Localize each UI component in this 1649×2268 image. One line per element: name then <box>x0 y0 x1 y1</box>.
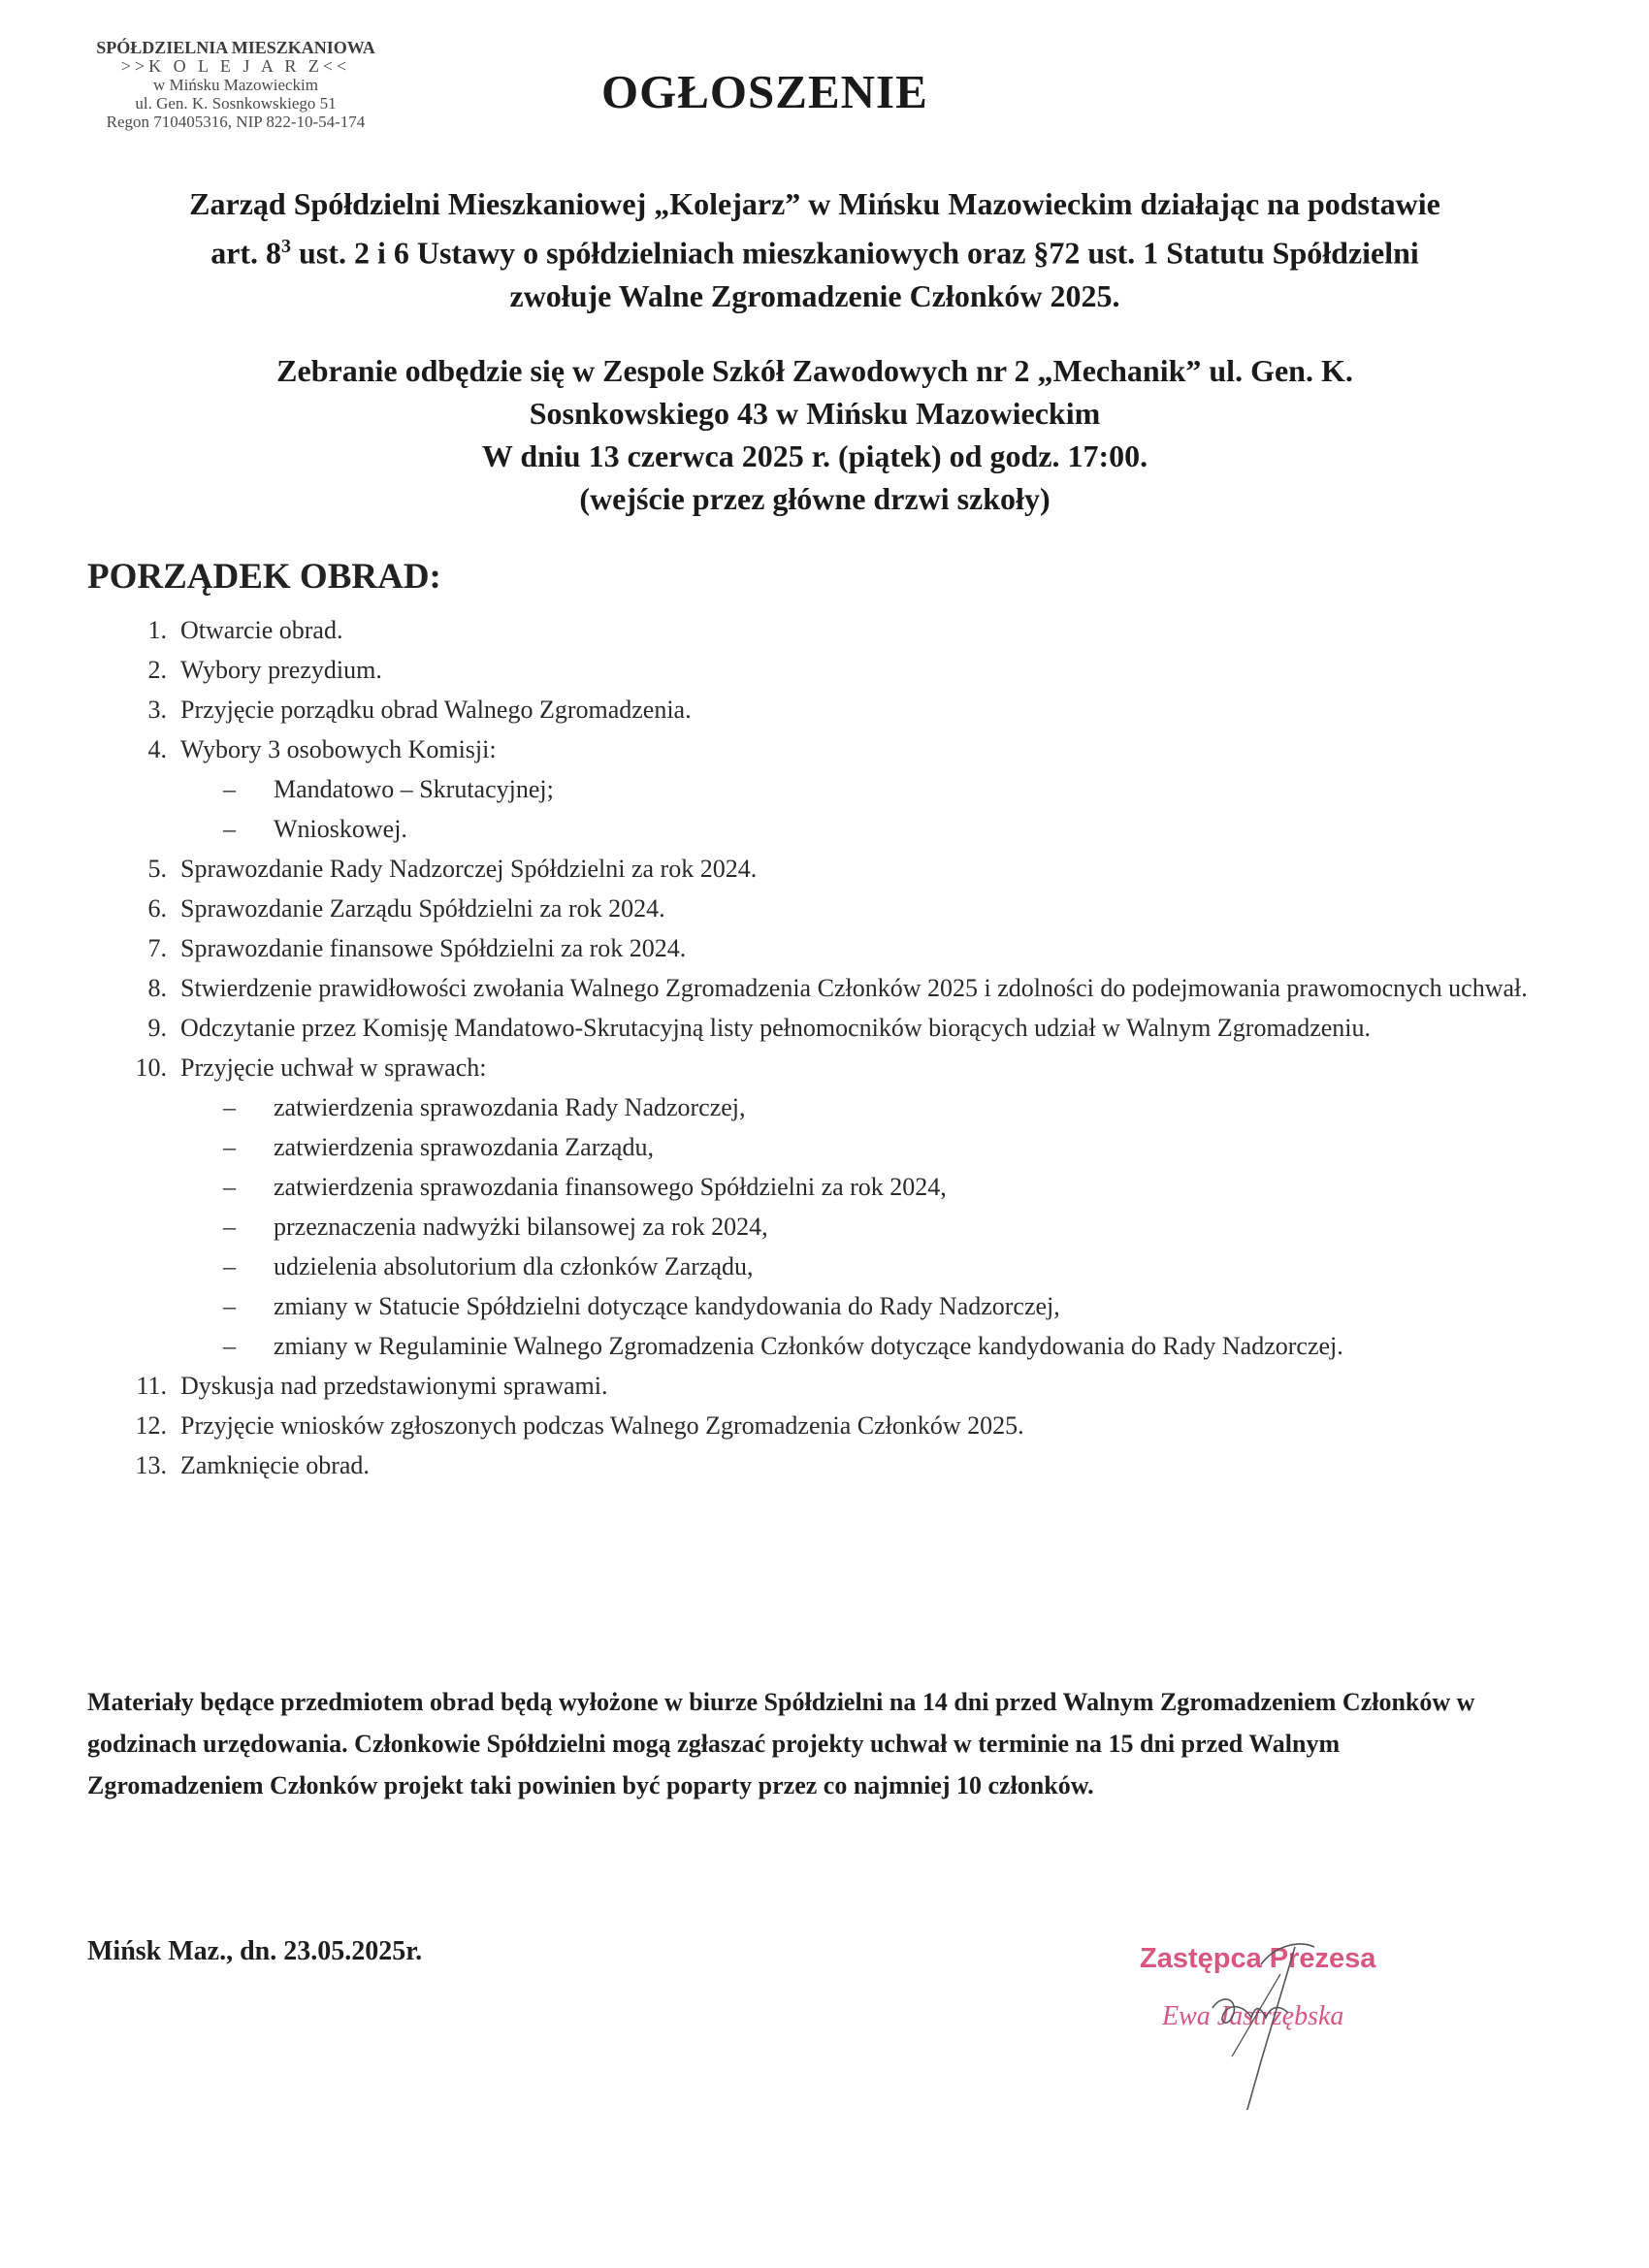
intro-line-2 <box>87 225 1542 275</box>
signature-stamp <box>1116 1916 1426 2110</box>
stamp-line-name: SPÓŁDZIELNIA MIESZKANIOWA <box>96 38 375 57</box>
dash-bullet-icon: – <box>223 1213 236 1241</box>
agenda-subitem-text: Wnioskowej. <box>274 815 407 843</box>
agenda-item-text: Wybory prezydium. <box>180 656 382 684</box>
agenda-item-text: Dyskusja nad przedstawionymi sprawami. <box>180 1372 608 1400</box>
materials-paragraph: Materiały będące przedmiotem obrad będą wyłożone w biurze Spółdzielni na 14 dni przed Walnym Zgromadzeniem Członków w godzinach urzędowania. Członkowie Spółdzielni mogą zgłaszać projekty uchwał w terminie na 15 dni przed Walnym Zgromadzeniem Członków projekt taki powinien być poparty przez co najmniej 10 członków. <box>87 1688 1475 1799</box>
intro-line-2-rest: ust. 2 i 6 Ustawy o spółdzielniach mieszkaniowych oraz §72 ust. 1 Statutu Spółdzielni <box>291 235 1419 271</box>
agenda-list <box>126 610 1533 1485</box>
document-title: OGŁOSZENIE <box>601 65 928 118</box>
agenda-item-text: Stwierdzenie prawidłowości zwołania Walnego Zgromadzenia Członków 2025 i zdolności do podejmowania prawomocnych uchwał. <box>180 974 1528 1002</box>
agenda-item-number: 10. <box>135 1053 167 1082</box>
meeting-line-3: W dniu 13 czerwca 2025 r. (piątek) od godz. 17:00. <box>481 438 1148 473</box>
meeting-line-1: Zebranie odbędzie się w Zespole Szkół Zawodowych nr 2 „Mechanik” ul. Gen. K. <box>276 353 1353 388</box>
agenda-item-text: Odczytanie przez Komisję Mandatowo-Skrutacyjną listy pełnomocników biorących udział w Walnym Zgromadzeniu. <box>180 1014 1372 1042</box>
agenda-item <box>126 849 1533 889</box>
stamp-line-city: w Mińsku Mazowieckim <box>153 76 318 94</box>
agenda-item <box>126 729 1533 769</box>
signature-name: Ewa Jastrzębska <box>1162 2001 1344 2031</box>
agenda-item-text: Wybory 3 osobowych Komisji: <box>180 735 497 763</box>
agenda-item <box>126 968 1533 1008</box>
agenda-item <box>126 610 1533 650</box>
agenda-heading: PORZĄDEK OBRAD: <box>87 557 441 597</box>
agenda-subitem <box>126 809 1533 849</box>
agenda-item-number: 11. <box>136 1372 167 1400</box>
signature-role: Zastępca Prezesa <box>1140 1943 1376 1974</box>
agenda-subitem-text: zatwierdzenia sprawozdania Zarządu, <box>274 1133 654 1161</box>
agenda-item <box>126 1366 1533 1406</box>
intro-line-3: zwołuje Walne Zgromadzenie Członków 2025. <box>509 277 1120 313</box>
agenda-item <box>126 1048 1533 1087</box>
agenda-item <box>126 1008 1533 1048</box>
agenda-item-number: 12. <box>135 1411 167 1440</box>
agenda-item <box>126 1445 1533 1485</box>
agenda-item-text: Przyjęcie wniosków zgłoszonych podczas Walnego Zgromadzenia Członków 2025. <box>180 1411 1024 1440</box>
agenda-item-number: 7. <box>147 934 167 962</box>
agenda-item <box>126 690 1533 729</box>
agenda-subitem <box>126 1087 1533 1127</box>
agenda-subitem <box>126 1167 1533 1207</box>
agenda-item <box>126 650 1533 690</box>
agenda-item-number: 3. <box>147 696 167 724</box>
dash-bullet-icon: – <box>223 1093 236 1121</box>
handwritten-signature-icon <box>1116 1916 1426 2110</box>
agenda-item-number: 2. <box>147 656 167 684</box>
cooperative-stamp <box>56 39 415 131</box>
dash-bullet-icon: – <box>223 815 236 843</box>
agenda-item-number: 13. <box>135 1451 167 1479</box>
agenda-item-text: Sprawozdanie Rady Nadzorczej Spółdzielni za rok 2024. <box>180 855 758 883</box>
agenda-item <box>126 1406 1533 1445</box>
agenda-item-number: 4. <box>147 735 167 763</box>
agenda-item-text: Sprawozdanie finansowe Spółdzielni za rok 2024. <box>180 934 687 962</box>
agenda-subitem <box>126 769 1533 809</box>
dash-bullet-icon: – <box>223 1252 236 1280</box>
stamp-line-regon: Regon 710405316, NIP 822-10-54-174 <box>106 113 366 131</box>
agenda-subitem <box>126 1326 1533 1366</box>
agenda-item <box>126 889 1533 928</box>
dash-bullet-icon: – <box>223 1133 236 1161</box>
agenda-subitem-text: zmiany w Regulaminie Walnego Zgromadzenia Członków dotyczące kandydowania do Rady Nadzorczej. <box>274 1332 1343 1360</box>
intro-line-1: Zarząd Spółdzielni Mieszkaniowej „Kolejarz” w Mińsku Mazowieckim działając na podstawie <box>189 186 1440 221</box>
agenda-item-number: 9. <box>147 1014 167 1042</box>
intro-article: art. 8 <box>210 235 282 271</box>
agenda-item-number: 5. <box>147 855 167 883</box>
agenda-item <box>126 928 1533 968</box>
agenda-item-text: Przyjęcie uchwał w sprawach: <box>180 1053 487 1082</box>
stamp-line-kolejarz: >>K O L E J A R Z<< <box>120 56 351 76</box>
dash-bullet-icon: – <box>223 775 236 803</box>
dash-bullet-icon: – <box>223 1173 236 1201</box>
stamp-line-address: ul. Gen. K. Sosnkowskiego 51 <box>135 94 337 113</box>
agenda-subitem-text: zatwierdzenia sprawozdania Rady Nadzorczej, <box>274 1093 746 1121</box>
intro-article-superscript: 3 <box>281 236 292 257</box>
dash-bullet-icon: – <box>223 1292 236 1320</box>
agenda-subitem-text: przeznaczenia nadwyżki bilansowej za rok 2024, <box>274 1213 768 1241</box>
agenda-subitem <box>126 1247 1533 1286</box>
dash-bullet-icon: – <box>223 1332 236 1360</box>
agenda-subitem <box>126 1286 1533 1326</box>
agenda-item-number: 6. <box>147 894 167 923</box>
agenda-subitem <box>126 1207 1533 1247</box>
intro-paragraph <box>87 182 1542 317</box>
agenda-subitem-text: udzielenia absolutorium dla członków Zarządu, <box>274 1252 754 1280</box>
agenda-item-number: 8. <box>147 974 167 1002</box>
agenda-subitem <box>126 1127 1533 1167</box>
agenda-subitem-text: Mandatowo – Skrutacyjnej; <box>274 775 554 803</box>
meeting-details <box>87 349 1542 520</box>
place-and-date: Mińsk Maz., dn. 23.05.2025r. <box>87 1936 423 1966</box>
agenda-subitem-text: zatwierdzenia sprawozdania finansowego Spółdzielni za rok 2024, <box>274 1173 947 1201</box>
agenda-item-text: Zamknięcie obrad. <box>180 1451 370 1479</box>
agenda-subitem-text: zmiany w Statucie Spółdzielni dotyczące kandydowania do Rady Nadzorczej, <box>274 1292 1060 1320</box>
meeting-line-2: Sosnkowskiego 43 w Mińsku Mazowieckim <box>529 396 1101 431</box>
agenda-item-text: Otwarcie obrad. <box>180 616 343 644</box>
agenda-item-text: Sprawozdanie Zarządu Spółdzielni za rok 2024. <box>180 894 665 923</box>
agenda-item-text: Przyjęcie porządku obrad Walnego Zgromadzenia. <box>180 696 692 724</box>
agenda-item-number: 1. <box>147 616 167 644</box>
meeting-line-4: (wejście przez główne drzwi szkoły) <box>579 481 1051 516</box>
